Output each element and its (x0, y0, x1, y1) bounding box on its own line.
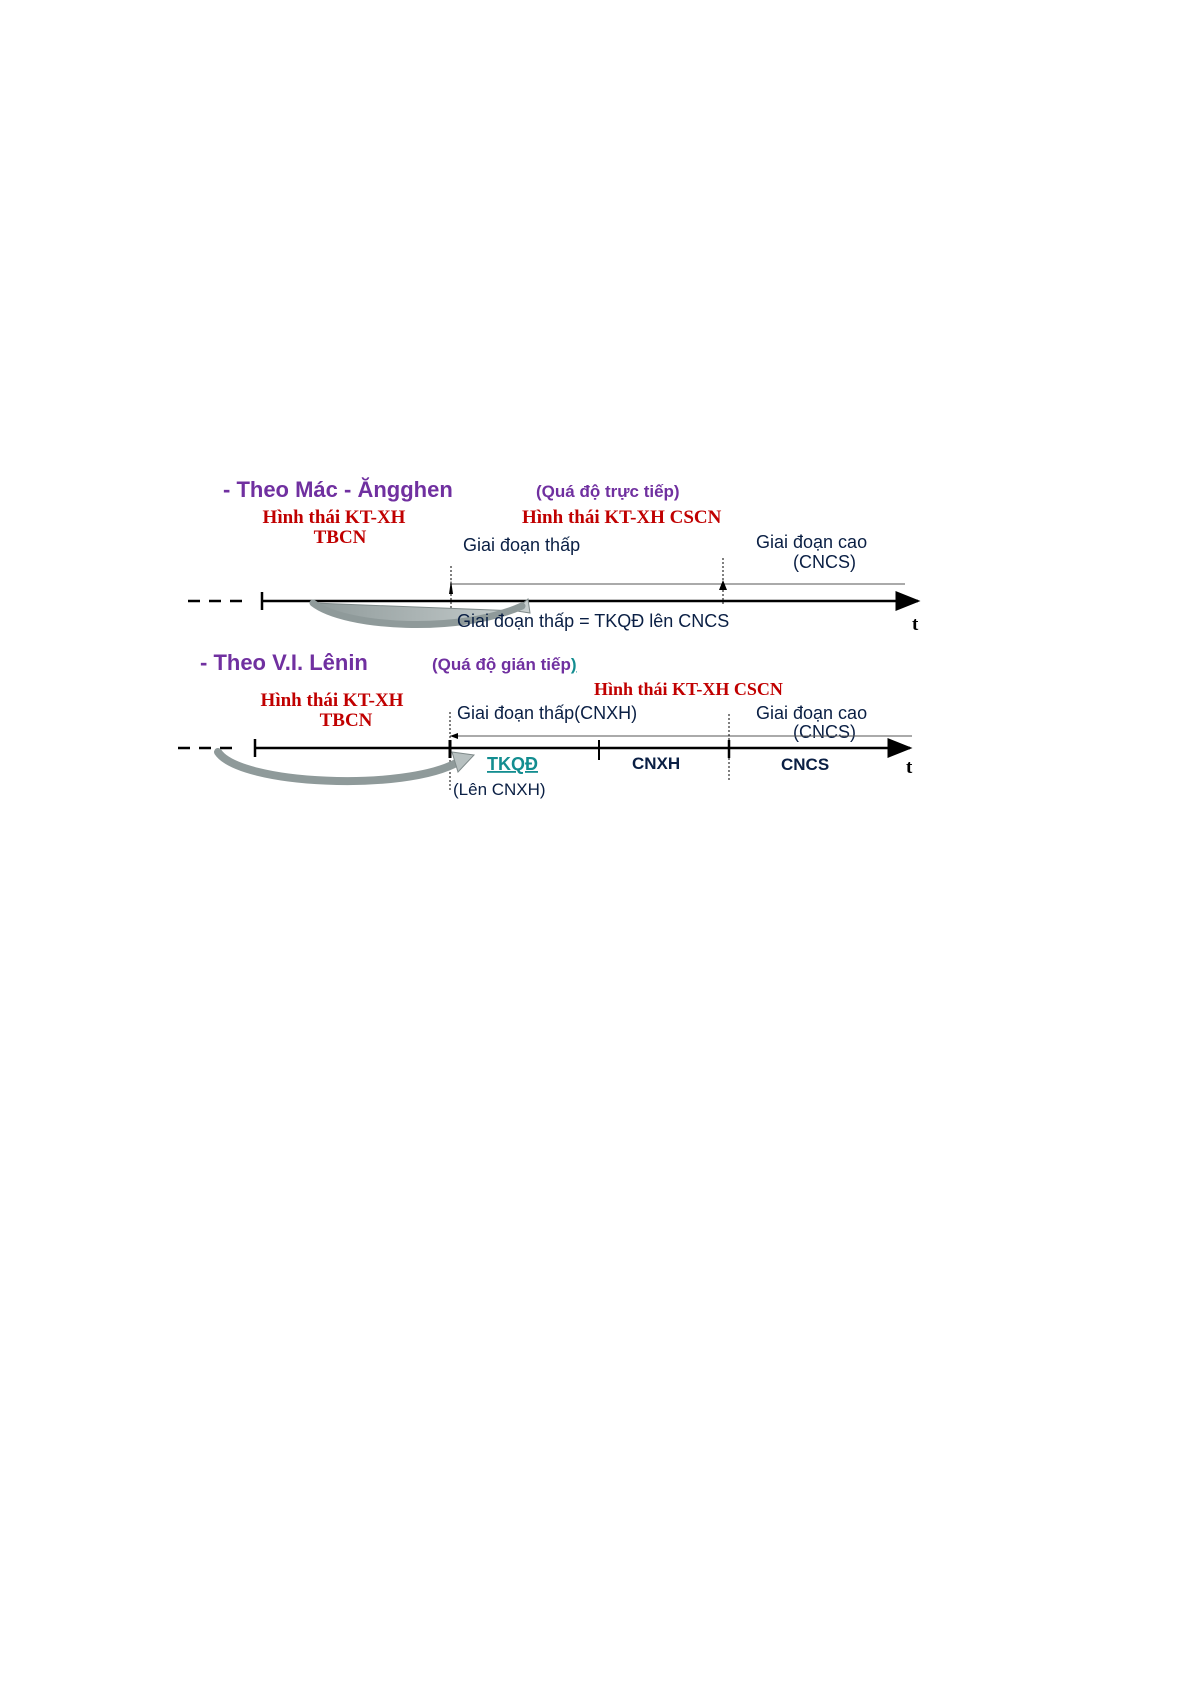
lenin-high-stage-line2: (CNCS) (793, 722, 856, 742)
lenin-formation-tbcn-line2: TBCN (319, 710, 373, 731)
lenin-tkqd: TKQĐ (487, 754, 538, 774)
lenin-stage-arrow-left (450, 733, 458, 739)
marx-subtitle: (Quá độ trực tiếp) (536, 482, 680, 501)
marx-title: - Theo Mác - Ăngghen (223, 477, 453, 502)
marx-formation-tbcn-line1: Hình thái KT-XH (262, 507, 406, 528)
marx-tick-low (449, 580, 453, 594)
lenin-section (178, 650, 913, 799)
lenin-curved-arrow-head (452, 752, 474, 772)
marx-high-stage-line1: Giai đoạn cao (756, 532, 868, 552)
lenin-title: - Theo V.I. Lênin (200, 650, 368, 675)
marx-note: Giai đoạn thấp = TKQĐ lên CNCS (457, 611, 730, 631)
marx-low-stage: Giai đoạn thấp (463, 535, 581, 555)
marx-section (188, 477, 919, 635)
lenin-formation-cscn: Hình thái KT-XH CSCN (594, 679, 783, 699)
marx-formation-tbcn-line2: TBCN (313, 527, 367, 548)
lenin-formation-tbcn-line1: Hình thái KT-XH (260, 690, 404, 711)
marx-axis-t: t (912, 614, 919, 635)
marx-formation-cscn: Hình thái KT-XH CSCN (522, 507, 722, 528)
lenin-low-stage: Giai đoạn thấp(CNXH) (457, 703, 638, 723)
marx-high-stage-line2: (CNCS) (793, 552, 856, 572)
marx-tick-high (719, 580, 727, 590)
lenin-subtitle (432, 655, 577, 674)
lenin-cncs: CNCS (781, 755, 830, 774)
lenin-subtitle-main: (Quá độ gián tiếp (432, 655, 571, 674)
lenin-cnxh: CNXH (632, 754, 681, 773)
lenin-high-stage-line1: Giai đoạn cao (756, 703, 868, 723)
lenin-subtitle-close: ) (570, 655, 577, 674)
lenin-axis-t: t (906, 757, 913, 778)
lenin-tkqd-sub: (Lên CNXH) (453, 780, 546, 799)
